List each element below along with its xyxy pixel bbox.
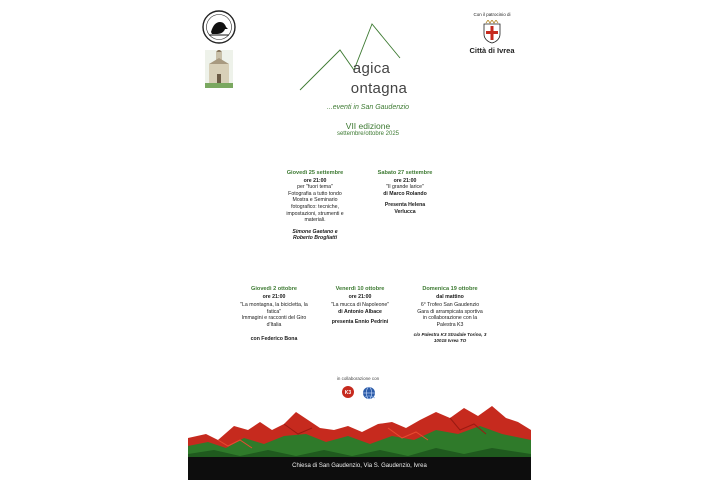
globe-logo-icon bbox=[362, 386, 376, 400]
event-desc-line: impostazioni, strumenti e bbox=[286, 210, 344, 217]
k3-logo-text: K3 bbox=[344, 390, 352, 396]
event-desc-line: fatica" bbox=[266, 308, 282, 315]
event-desc-line: "La montagna, la bicicletta, la bbox=[240, 302, 308, 309]
edition-dates: settembre/ottobre 2025 bbox=[336, 131, 400, 137]
event-4 bbox=[324, 286, 396, 326]
event-desc-line: "Il grande larice" bbox=[386, 184, 424, 191]
club-emblem-icon bbox=[202, 10, 236, 44]
city-name: Città di Ivrea bbox=[469, 46, 515, 55]
event-speaker: con Federico Bona bbox=[250, 335, 298, 342]
title-rest-2: ontagna bbox=[350, 80, 408, 97]
patronage-label: Con il patrocinio di bbox=[473, 12, 511, 17]
event-date: Giovedì 2 ottobre bbox=[251, 286, 297, 292]
event-desc-line: d'Italia bbox=[266, 321, 282, 328]
event-author: di Antonio Albace bbox=[338, 308, 382, 315]
subtitle: ...eventi in San Gaudenzio bbox=[326, 104, 410, 111]
footer-address: Chiesa di San Gaudenzio, Via S. Gaudenzio, Ivrea bbox=[292, 463, 427, 469]
event-time: ore 21:00 bbox=[348, 293, 372, 300]
event-5 bbox=[410, 286, 490, 345]
title-line-2 bbox=[338, 80, 407, 97]
event-desc-line: fotografico: tecniche, bbox=[291, 203, 339, 210]
event-desc-line: Palestra K3 bbox=[436, 321, 464, 328]
event-time: dal mattino bbox=[436, 293, 464, 300]
event-speaker-line: Simone Gaetano e bbox=[292, 228, 338, 235]
edition: VII edizione bbox=[345, 121, 391, 131]
event-1 bbox=[280, 170, 350, 242]
event-desc-line: in collaborazione con la bbox=[422, 315, 478, 322]
patronage-block bbox=[458, 12, 526, 55]
event-location-line: 10015 Ivrea TO bbox=[433, 338, 467, 344]
event-2 bbox=[372, 170, 438, 216]
event-presenter-line: Presenta Helena bbox=[384, 202, 426, 209]
k3-logo-icon bbox=[342, 386, 354, 398]
church-icon bbox=[205, 50, 233, 88]
event-time: ore 21:00 bbox=[393, 177, 417, 184]
event-desc-line: Mostra e Seminario bbox=[292, 197, 338, 204]
event-date: Sabato 27 settembre bbox=[377, 170, 433, 176]
event-date: Venerdì 10 ottobre bbox=[335, 286, 385, 292]
event-presenter-line: Verlucca bbox=[394, 208, 416, 215]
event-3 bbox=[238, 286, 310, 342]
event-date: Domenica 19 ottobre bbox=[422, 286, 478, 292]
event-desc-line: 6° Trofeo San Gaudenzio bbox=[420, 302, 480, 309]
collab-label: in collaborazione con bbox=[336, 376, 380, 381]
mountain-artwork bbox=[188, 400, 531, 464]
event-desc-line: Fotografia a tutto tondo bbox=[288, 190, 342, 197]
event-desc-line: "La mucca di Napoleone" bbox=[330, 302, 390, 309]
city-crest-icon bbox=[481, 20, 503, 44]
title-line-1 bbox=[340, 60, 390, 77]
event-time: ore 21:00 bbox=[262, 293, 286, 300]
event-time: ore 21:00 bbox=[303, 177, 327, 184]
event-desc-line: per "fuori tema" bbox=[297, 184, 333, 191]
poster bbox=[188, 0, 531, 480]
event-speaker-line: Roberto Brogliatti bbox=[292, 235, 338, 242]
event-desc-line: materiali. bbox=[304, 217, 326, 224]
event-date: Giovedì 25 settembre bbox=[286, 170, 344, 176]
event-author: di Marco Rolando bbox=[383, 190, 427, 197]
title-rest-1: agica bbox=[352, 60, 391, 77]
event-presenter: presenta Ennio Pedrini bbox=[331, 319, 389, 326]
event-desc-line: Immagini e racconti del Giro bbox=[241, 315, 307, 322]
event-desc-line: Gara di arrampicata sportiva bbox=[417, 308, 483, 315]
event-location-line: c/o Palestra K3 Stradale Torino, 3 bbox=[413, 331, 487, 337]
